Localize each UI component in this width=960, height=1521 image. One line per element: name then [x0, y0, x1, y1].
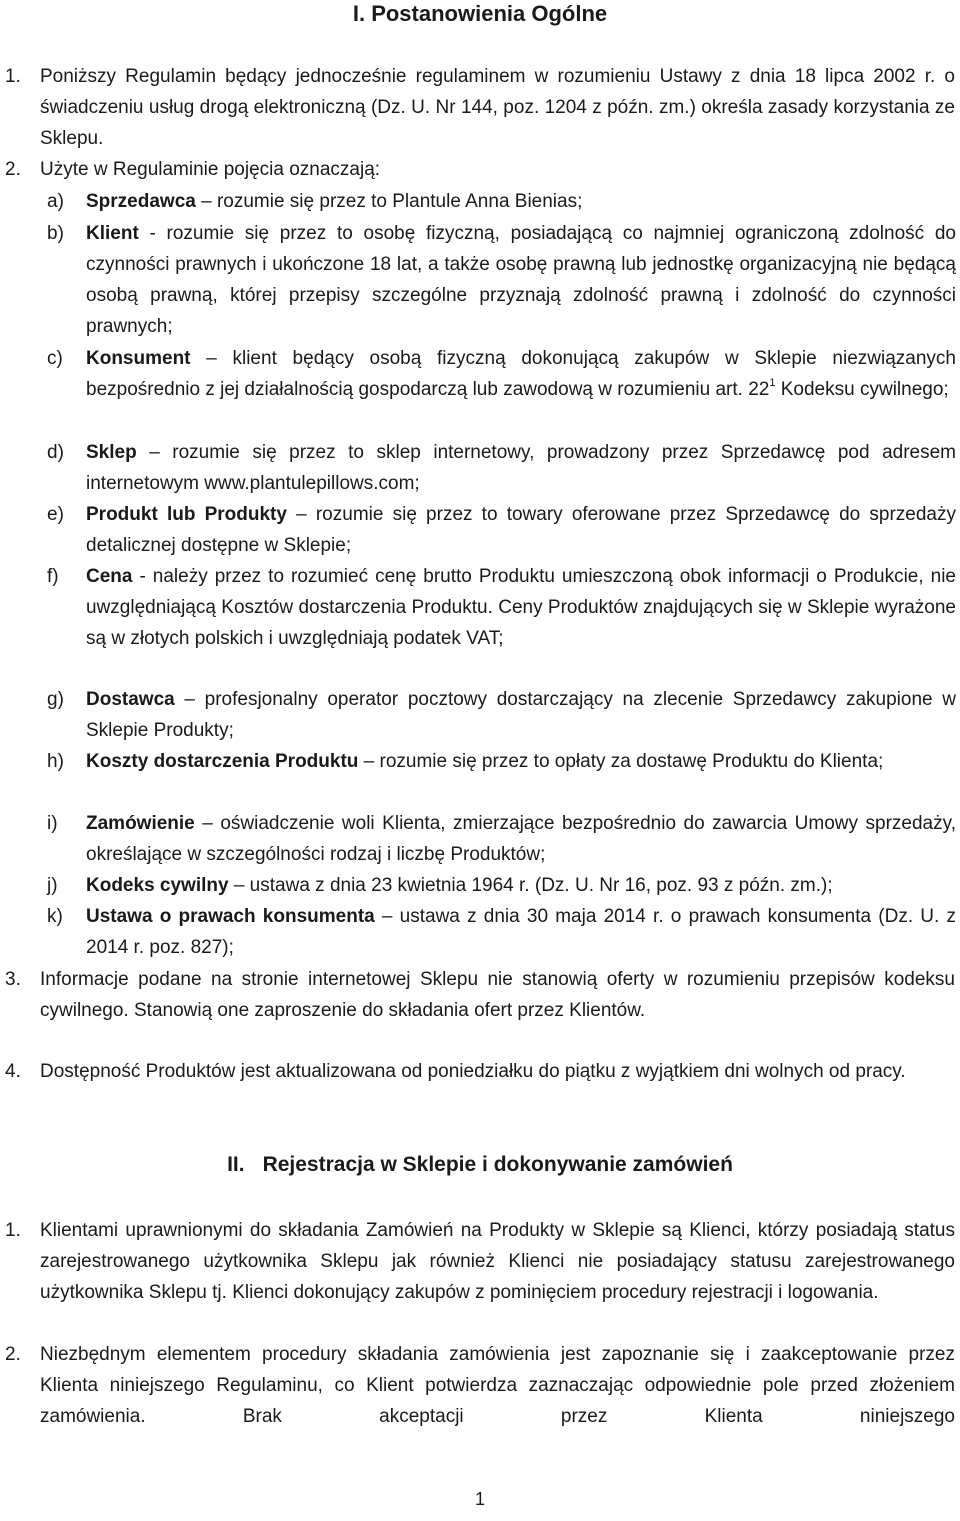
definition-text: [86, 499, 956, 561]
paragraph-text: Klientami uprawnionymi do składania Zamówień na Produkty w Sklepie są Klienci, którzy posiadają status zarejestrowanego użytkownika Sklepu jak również Klienci nie posiadający statusu zarejestrowanego użytkownika Sklepu tj. Klienci dokonujący zakupów z pominięciem procedury rejestracji i logowania.: [40, 1220, 955, 1303]
definition-body: – rozumie się przez to Plantule Anna Bienias;: [195, 191, 583, 212]
definition-term: Cena: [86, 566, 133, 587]
paragraph-number: 1.: [5, 1220, 21, 1241]
definition-term: Konsument: [86, 348, 191, 369]
definition-term: Zamówienie: [86, 813, 195, 834]
definition-body-end: Kodeksu cywilnego;: [775, 379, 949, 400]
paragraph-text: Informacje podane na stronie internetowej Sklepu nie stanowią oferty w rozumieniu przepisów kodeksu cywilnego. Stanowią one zaproszenie do składania ofert przez Klientów.: [40, 969, 955, 1021]
definition-body: – ustawa z dnia 30 maja 2014 r. o prawach konsumenta (Dz. U. z 2014 r. poz. 827);: [86, 906, 956, 958]
page-number: 1: [474, 1489, 485, 1509]
paragraph-number: 2.: [5, 159, 21, 180]
definition-term: Ustawa o prawach konsumenta: [86, 906, 375, 927]
definition-text: [86, 343, 956, 405]
definition-text: [86, 901, 956, 963]
superscript: 1: [769, 376, 776, 389]
definition-text: [86, 186, 956, 217]
definition-term: Koszty dostarczenia Produktu: [86, 751, 359, 772]
section-2-heading: [0, 1150, 960, 1180]
definition-body: - należy przez to rozumieć cenę brutto Produktu umieszczoną obok informacji o Produkcie, nie uwzględniającą Kosztów dostarczenia Produktu. Ceny Produktów znajdujących się w Sklepie wyrażone są w złotych polskich i uwzględniają podatek VAT;: [86, 566, 956, 649]
definition-body: – profesjonalny operator pocztowy dostarczający na zlecenie Sprzedawcy zakupione w Sklepie Produkty;: [86, 689, 956, 741]
definition-letter: i): [47, 813, 58, 834]
definition-letter: a): [47, 191, 64, 212]
paragraph-text: Użyte w Regulaminie pojęcia oznaczają:: [40, 159, 381, 180]
definition-text: [86, 808, 956, 870]
definition-letter: j): [47, 875, 58, 896]
definition-term: Produkt lub Produkty: [86, 504, 287, 525]
definition-body: – rozumie się przez to opłaty za dostawę Produktu do Klienta;: [358, 751, 884, 772]
definition-text: [86, 870, 956, 901]
definition-letter: k): [47, 906, 63, 927]
section-roman-numeral: II.: [227, 1153, 245, 1176]
definition-term: Klient: [86, 223, 139, 244]
paragraph-text: Niezbędnym elementem procedury składania zamówienia jest zapoznanie się i zaakceptowanie przez Klienta niniejszego Regulaminu, co Klient potwierdza zaznaczając odpowiednie pole przed złożeniem zamówienia. Brak akceptacji przez Klienta niniejszego: [40, 1344, 955, 1427]
definition-letter: c): [47, 348, 63, 369]
definition-letter: g): [47, 689, 64, 710]
paragraph-number: 2.: [5, 1344, 21, 1365]
definition-term: Dostawca: [86, 689, 175, 710]
definition-term: Sprzedawca: [86, 191, 196, 212]
definition-text: [86, 218, 956, 342]
paragraph-number: 4.: [5, 1061, 21, 1082]
definition-letter: b): [47, 223, 64, 244]
definition-text: [86, 561, 956, 654]
definition-body: - rozumie się przez to osobę fizyczną, posiadającą co najmniej ograniczoną zdolność do czynności prawnych i ukończone 18 lat, a także osobę prawną lub jednostkę organizacyjną nie będącą osobą prawną, której przepisy szczególne przyznają zdolność prawną i zdolność do czynności prawnych;: [86, 223, 956, 337]
definition-body: – ustawa z dnia 23 kwietnia 1964 r. (Dz. U. Nr 16, poz. 93 z późn. zm.);: [228, 875, 833, 896]
definition-body: – rozumie się przez to towary oferowane przez Sprzedawcę do sprzedaży detalicznej dostępne w Sklepie;: [86, 504, 956, 556]
definition-letter: h): [47, 751, 64, 772]
definition-text: [86, 684, 956, 746]
definition-body: – oświadczenie woli Klienta, zmierzające bezpośrednio do zawarcia Umowy sprzedaży, określające w szczególności rodzaj i liczbę Produktów;: [86, 813, 956, 865]
definition-body: – rozumie się przez to sklep internetowy, prowadzony przez Sprzedawcę pod adresem internetowym www.plantulepillows.com;: [86, 442, 956, 494]
definition-body: – klient będący osobą fizyczną dokonującą zakupów w Sklepie niezwiązanych bezpośrednio z jej działalnością gospodarczą lub zawodową w rozumieniu art. 22: [86, 348, 956, 400]
definition-letter: f): [47, 566, 59, 587]
definition-term: Kodeks cywilny: [86, 875, 229, 896]
definition-text: [86, 746, 956, 777]
section-title: Rejestracja w Sklepie i dokonywanie zamówień: [262, 1153, 733, 1176]
definition-text: [86, 437, 956, 499]
paragraph-text: Dostępność Produktów jest aktualizowana od poniedziałku do piątku z wyjątkiem dni wolnych od pracy.: [40, 1061, 906, 1082]
definition-term: Sklep: [86, 442, 137, 463]
paragraph-text: Poniższy Regulamin będący jednocześnie regulaminem w rozumieniu Ustawy z dnia 18 lipca 2002 r. o świadczeniu usług drogą elektroniczną (Dz. U. Nr 144, poz. 1204 z późn. zm.) określa zasady korzystania ze Sklepu.: [40, 66, 955, 149]
paragraph-number: 3.: [5, 969, 21, 990]
definition-letter: e): [47, 504, 64, 525]
paragraph-number: 1.: [5, 66, 21, 87]
definition-letter: d): [47, 442, 64, 463]
section-1-heading: I. Postanowienia Ogólne: [352, 1, 608, 26]
